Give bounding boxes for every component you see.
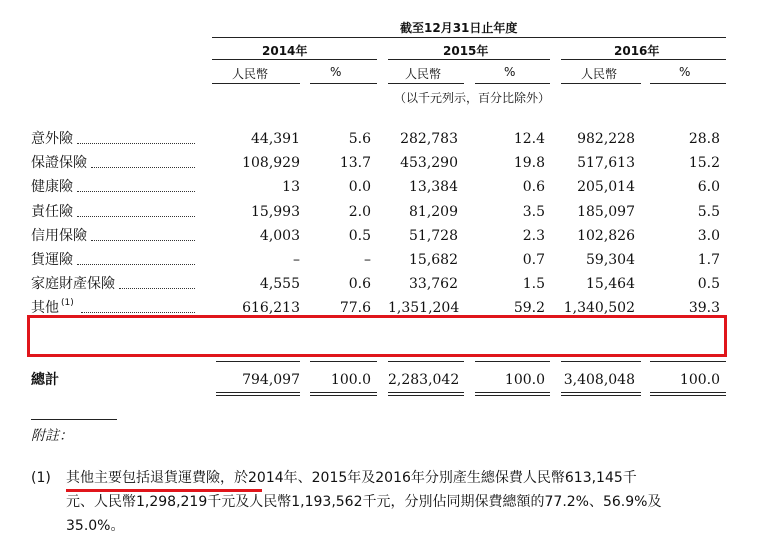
percent-2016: 5.5 [697,204,720,220]
total-bottom-rule-a1 [216,392,300,393]
percent-2015: 19.8 [513,155,545,171]
leader-dots [119,288,195,289]
percent-2016: 0.5 [697,276,720,292]
notes-rule [31,419,117,420]
percent-2016: 39.3 [688,300,720,316]
total-bottom-rule-a3 [388,392,464,393]
total-top-rule-6 [650,361,726,362]
col-rule-1 [212,83,300,84]
leader-dots [77,191,195,192]
value-2014: 616,213 [242,300,300,316]
value-2016: 205,014 [577,179,635,195]
col-percent-2016: % [679,65,691,79]
row-label: 健康險 [31,179,73,195]
value-2015: 1,351,204 [388,300,460,316]
col-rule-6 [650,83,726,84]
total-bottom-rule-a6 [650,392,726,393]
total-top-rule-1 [216,361,300,362]
percent-2015: 12.4 [513,131,545,147]
percent-2016: 1.7 [697,252,720,268]
year-2015: 2015年 [443,44,489,58]
value-2015: 51,728 [409,228,458,244]
value-2014: 4,555 [259,276,300,292]
row-label: 責任險 [31,204,73,220]
leader-dots [91,167,195,168]
percent-2015: 1.5 [522,276,545,292]
percent-2015: 2.3 [522,228,545,244]
percent-2014: 77.6 [339,300,371,316]
percent-2016: 6.0 [697,179,720,195]
total-bottom-rule-b3 [388,395,464,396]
value-2015: 81,209 [409,204,458,220]
value-2015: 282,783 [400,131,458,147]
total-bottom-rule-a4 [475,392,550,393]
percent-2014: 2.0 [348,204,371,220]
total-bottom-rule-b4 [475,395,550,396]
total-2015-percent: 100.0 [504,372,545,388]
col-currency-2016: 人民幣 [581,67,618,81]
col-rule-4 [475,83,550,84]
total-top-rule-5 [561,361,641,362]
note-marker: (1) [31,470,51,486]
note-line-3: 35.0%。 [66,518,125,534]
value-2014: 13 [282,179,300,195]
unit-note: （以千元列示，百分比除外） [394,91,551,105]
percent-2014: 5.6 [348,131,371,147]
total-2015-value: 2,283,042 [388,372,460,388]
value-2015: 453,290 [400,155,458,171]
percent-2014: – [364,252,371,268]
period-header: 截至12月31日止年度 [400,21,518,35]
percent-2016: 3.0 [697,228,720,244]
value-2014: 108,929 [242,155,300,171]
total-bottom-rule-a2 [310,392,377,393]
col-rule-3 [388,83,464,84]
value-2014: 44,391 [251,131,300,147]
highlight-box [27,315,727,357]
total-2014-percent: 100.0 [330,372,371,388]
value-2016: 517,613 [577,155,635,171]
value-2014: – [293,252,300,268]
row-label: 貨運險 [31,252,73,268]
percent-2015: 3.5 [522,204,545,220]
total-top-rule-3 [388,361,464,362]
value-2014: 4,003 [259,228,300,244]
percent-2015: 59.2 [513,300,545,316]
percent-2014: 0.0 [348,179,371,195]
value-2016: 59,304 [586,252,635,268]
note-line-2: 元、人民幣1,298,219千元及人民幣1,193,562千元，分別佔同期保費總額的77.2%、56.9%及 [66,494,662,510]
percent-2016: 15.2 [688,155,720,171]
leader-dots [77,264,195,265]
total-bottom-rule-b1 [216,395,300,396]
col-currency-2014: 人民幣 [232,67,269,81]
total-bottom-rule-a5 [561,392,641,393]
total-top-rule-4 [475,361,550,362]
value-2014: 15,993 [251,204,300,220]
year-rule-2016 [561,59,726,60]
leader-dots [81,312,195,313]
value-2015: 15,682 [409,252,458,268]
total-label: 總計 [31,372,59,388]
note-line-1: 其他主要包括退貨運費險，於2014年、2015年及2016年分別產生總保費人民幣613,145千 [66,470,637,486]
row-label: 保證保險 [31,155,87,171]
percent-2014: 13.7 [339,155,371,171]
leader-dots [77,143,195,144]
row-label: 信用保險 [31,228,87,244]
percent-2015: 0.7 [522,252,545,268]
value-2015: 33,762 [409,276,458,292]
year-rule-2015 [388,59,550,60]
percent-2016: 28.8 [688,131,720,147]
leader-dots [91,240,195,241]
value-2016: 185,097 [577,204,635,220]
percent-2014: 0.6 [348,276,371,292]
row-label: 家庭財產保險 [31,276,115,292]
percent-2015: 0.6 [522,179,545,195]
total-bottom-rule-b2 [310,395,377,396]
leader-dots [77,216,195,217]
row-label: 其他 [31,300,59,316]
period-rule [212,37,726,38]
col-rule-5 [561,83,641,84]
notes-heading: 附註： [31,428,73,444]
col-percent-2015: % [504,65,516,79]
percent-2014: 0.5 [348,228,371,244]
total-2014-value: 794,097 [242,372,300,388]
col-percent-2014: % [330,65,342,79]
value-2015: 13,384 [409,179,458,195]
total-bottom-rule-b6 [650,395,726,396]
value-2016: 102,826 [577,228,635,244]
year-2014: 2014年 [262,44,308,58]
value-2016: 1,340,502 [563,300,635,316]
col-currency-2015: 人民幣 [405,67,442,81]
value-2016: 982,228 [577,131,635,147]
value-2016: 15,464 [586,276,635,292]
row-label-footnote: (1) [61,298,74,308]
total-2016-percent: 100.0 [679,372,720,388]
col-rule-2 [310,83,377,84]
total-bottom-rule-b5 [561,395,641,396]
year-2016: 2016年 [614,44,660,58]
total-top-rule-2 [310,361,377,362]
year-rule-2014 [212,59,377,60]
row-label: 意外險 [31,131,73,147]
total-2016-value: 3,408,048 [563,372,635,388]
